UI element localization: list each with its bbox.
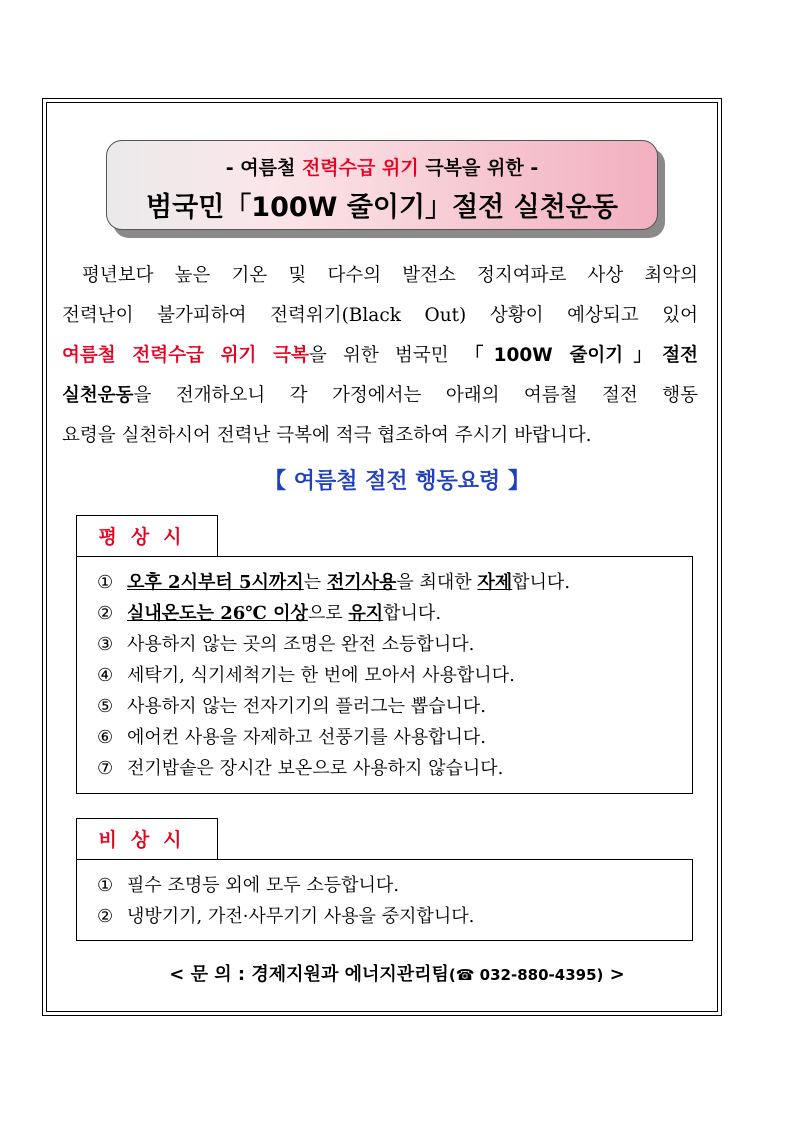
intro-line: 실천운동을 전개하오니 각 가정에서는 아래의 여름철 절전 행동 <box>62 385 698 406</box>
intro-line: 여름철 전력수급 위기 극복을 위한 범국민 「100W 줄이기」절전 <box>62 345 698 366</box>
list-item: ① 필수 조명등 외에 모두 소등합니다. <box>97 875 400 896</box>
title-highlight: 전력수급 위기 <box>301 157 419 179</box>
emergency-actions-panel <box>76 859 693 941</box>
intro-line: 요령을 실천하시어 전력난 극복에 적극 협조하여 주시기 바랍니다. <box>62 425 592 446</box>
intro-line: 전력난이 불가피하여 전력위기(Black Out) 상황이 예상되고 있어 <box>62 305 698 326</box>
normal-actions-panel <box>76 556 693 794</box>
list-item: ② 실내온도는 26℃ 이상으로 유지합니다. <box>97 603 442 624</box>
list-item: ⑤ 사용하지 않는 전자기기의 플러그는 뽑습니다. <box>97 696 486 717</box>
list-item: ⑥ 에어컨 사용을 자제하고 선풍기를 사용합니다. <box>97 727 486 748</box>
title-box <box>106 140 658 230</box>
intro-paragraph <box>62 256 698 456</box>
list-item: ⑦ 전기밥솥은 장시간 보온으로 사용하지 않습니다. <box>97 758 504 779</box>
intro-line: 평년보다 높은 기온 및 다수의 발전소 정지여파로 사상 최악의 <box>82 265 698 286</box>
phone-number: (☎ 032-880-4395) <box>448 966 604 984</box>
list-item: ④ 세탁기, 식기세척기는 한 번에 모아서 사용합니다. <box>97 665 515 686</box>
normal-tab-label: 평상시 <box>76 515 218 557</box>
emergency-tab-label: 비상시 <box>76 818 218 860</box>
section-heading: 【 여름철 절전 행동요령 】 <box>264 469 530 494</box>
list-item: ③ 사용하지 않는 곳의 조명은 완전 소등합니다. <box>97 634 475 655</box>
contact-info: < 문 의 : 경제지원과 에너지관리팀(☎ 032-880-4395) > <box>169 964 625 985</box>
list-item: ② 냉방기기, 가전·사무기기 사용을 중지합니다. <box>97 906 475 927</box>
title-subtitle: - 여름철 전력수급 위기 극복을 위한 - <box>225 157 539 179</box>
list-item: ① 오후 2시부터 5시까지는 전기사용을 최대한 자제합니다. <box>97 572 571 593</box>
page-title: 범국민「100W 줄이기」절전 실천운동 <box>146 192 618 223</box>
